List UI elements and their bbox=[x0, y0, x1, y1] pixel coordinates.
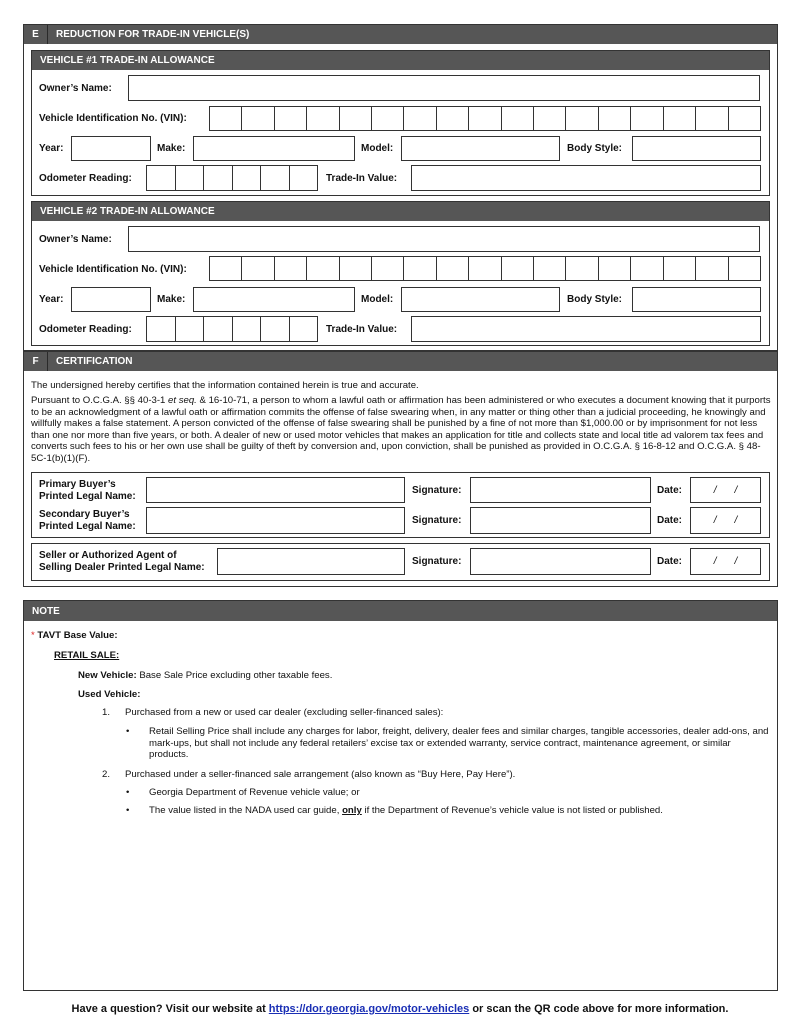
vin-cell[interactable] bbox=[404, 257, 436, 280]
note-item-2-text: Purchased under a seller-financed sale arrangement (also known as “Buy Here, Pay Here”). bbox=[125, 769, 516, 780]
vehicle-2-header: VEHICLE #2 TRADE-IN ALLOWANCE bbox=[32, 202, 769, 221]
vehicle-2-year-field[interactable] bbox=[71, 287, 151, 312]
odometer-cell[interactable] bbox=[233, 166, 262, 190]
vin-cell[interactable] bbox=[275, 257, 307, 280]
vin-cell[interactable] bbox=[372, 107, 404, 130]
note-item-2-bullet-2: The value listed in the NADA used car guide, only if the Department of Revenue’s vehicle value is not listed or published. bbox=[149, 805, 663, 816]
vehicle-1-header: VEHICLE #1 TRADE-IN ALLOWANCE bbox=[32, 51, 769, 70]
vin-cell[interactable] bbox=[340, 107, 372, 130]
primary-buyer-date-field[interactable]: / / bbox=[690, 477, 761, 503]
vehicle-2-odometer-field[interactable] bbox=[146, 316, 318, 342]
vin-cell[interactable] bbox=[664, 107, 696, 130]
footer-help-text: Have a question? Visit our website at https://dor.georgia.gov/motor-vehicles or scan the QR code above for more information. bbox=[71, 1003, 729, 1015]
vin-cell[interactable] bbox=[566, 107, 598, 130]
vehicle-1-body-style-field[interactable] bbox=[632, 136, 761, 161]
bullet-icon: • bbox=[126, 726, 130, 737]
vin-cell[interactable] bbox=[242, 257, 274, 280]
vehicle-1-make-label: Make: bbox=[157, 143, 186, 154]
vin-cell[interactable] bbox=[307, 107, 339, 130]
note-item-1-text: Purchased from a new or used car dealer (excluding seller-financed sales): bbox=[125, 707, 444, 718]
vin-cell[interactable] bbox=[275, 107, 307, 130]
vin-cell[interactable] bbox=[631, 107, 663, 130]
used-vehicle-heading: Used Vehicle: bbox=[78, 689, 141, 700]
vehicle-1-vin-field[interactable] bbox=[209, 106, 761, 131]
vin-cell[interactable] bbox=[566, 257, 598, 280]
note-title: NOTE bbox=[32, 605, 60, 617]
odometer-cell[interactable] bbox=[176, 317, 205, 341]
tavt-base-value-heading: * TAVT Base Value: bbox=[31, 630, 118, 641]
vin-cell[interactable] bbox=[437, 107, 469, 130]
vin-cell[interactable] bbox=[502, 107, 534, 130]
certification-legal-text: Pursuant to O.C.G.A. §§ 40-3-1 et seq. & 16-10-71, a person to whom a lawful oath or affirmation has been administered or who executes a document knowing that it purports to be an acknowledgment of a lawful oath or affirmation commits the offense of false swearing when, in any matter or thing other than a judicial proceeding, he knowingly and willfully makes a false statement. A person convicted of the offense of false swearing shall be punished by a fine of not more than $1,000.00 or by imprisonment for not less than one nor more than five years, or both. A dealer of new or used motor vehicles that makes an application for title and collects state and local title ad valorem tax fees and converts such fees to his or her own use shall be guilty of theft by conversion and, upon conviction, shall be punished as provided in O.C.G.A. § 16-8-12 and O.C.G.A. § 48-5C-1(b)(1)(F). bbox=[31, 395, 771, 464]
secondary-buyer-signature-label: Signature: bbox=[412, 515, 462, 526]
vehicle-2-owner-label: Owner’s Name: bbox=[39, 234, 112, 245]
odometer-cell[interactable] bbox=[204, 317, 233, 341]
new-vehicle-line: New Vehicle: Base Sale Price excluding other taxable fees. bbox=[78, 670, 333, 681]
retail-sale-heading: RETAIL SALE: bbox=[54, 650, 120, 661]
certification-statement: The undersigned hereby certifies that the information contained herein is true and accurate. bbox=[31, 380, 419, 391]
vehicle-2-vin-label: Vehicle Identification No. (VIN): bbox=[39, 264, 187, 275]
bullet-icon: • bbox=[126, 805, 130, 816]
vehicle-2-odometer-label: Odometer Reading: bbox=[39, 324, 132, 335]
secondary-buyer-date-field[interactable]: / / bbox=[690, 507, 761, 534]
seller-agent-label: Seller or Authorized Agent of Selling Dealer Printed Legal Name: bbox=[39, 550, 205, 573]
vehicle-1-vin-label: Vehicle Identification No. (VIN): bbox=[39, 113, 187, 124]
vehicle-1-year-field[interactable] bbox=[71, 136, 151, 161]
primary-buyer-name-field[interactable] bbox=[146, 477, 405, 503]
section-f-title: CERTIFICATION bbox=[56, 356, 133, 367]
vin-cell[interactable] bbox=[696, 107, 728, 130]
vehicle-1-odometer-label: Odometer Reading: bbox=[39, 173, 132, 184]
odometer-cell[interactable] bbox=[233, 317, 262, 341]
seller-agent-name-field[interactable] bbox=[217, 548, 405, 575]
vin-cell[interactable] bbox=[729, 107, 761, 130]
vin-cell[interactable] bbox=[696, 257, 728, 280]
note-header bbox=[24, 601, 777, 621]
website-link[interactable]: https://dor.georgia.gov/motor-vehicles bbox=[268, 1003, 470, 1015]
secondary-buyer-label: Secondary Buyer’s Printed Legal Name: bbox=[39, 509, 136, 532]
vehicle-1-model-field[interactable] bbox=[401, 136, 560, 161]
seller-agent-date-label: Date: bbox=[657, 556, 683, 567]
secondary-buyer-name-field[interactable] bbox=[146, 507, 405, 534]
odometer-cell[interactable] bbox=[204, 166, 233, 190]
section-e-letter: E bbox=[24, 25, 48, 44]
vehicle-2-body-style-label: Body Style: bbox=[567, 294, 623, 305]
vin-cell[interactable] bbox=[502, 257, 534, 280]
vin-cell[interactable] bbox=[210, 257, 242, 280]
vehicle-2-model-label: Model: bbox=[361, 294, 394, 305]
vehicle-1-body-style-label: Body Style: bbox=[567, 143, 623, 154]
vehicle-2-owner-field[interactable] bbox=[128, 226, 760, 252]
section-f-header bbox=[24, 352, 777, 371]
vin-cell[interactable] bbox=[469, 107, 501, 130]
note-item-1-bullet-1: Retail Selling Price shall include any charges for labor, freight, delivery, dealer fees and similar charges, tangible accessories, dealer add-ons, and mark-ups, but shall not include any federal retailers’ excise tax or extended warranty, service contract, maintenance agreement, or similar products. bbox=[149, 726, 769, 761]
odometer-cell[interactable] bbox=[290, 317, 319, 341]
vehicle-1-model-label: Model: bbox=[361, 143, 394, 154]
vin-cell[interactable] bbox=[664, 257, 696, 280]
bullet-icon: • bbox=[126, 787, 130, 798]
primary-buyer-signature-field[interactable] bbox=[470, 477, 651, 503]
secondary-buyer-date-label: Date: bbox=[657, 515, 683, 526]
primary-buyer-date-label: Date: bbox=[657, 485, 683, 496]
primary-buyer-signature-label: Signature: bbox=[412, 485, 462, 496]
seller-agent-signature-label: Signature: bbox=[412, 556, 462, 567]
odometer-cell[interactable] bbox=[176, 166, 205, 190]
secondary-buyer-signature-field[interactable] bbox=[470, 507, 651, 534]
seller-agent-date-field[interactable]: / / bbox=[690, 548, 761, 575]
vin-cell[interactable] bbox=[534, 257, 566, 280]
vin-cell[interactable] bbox=[437, 257, 469, 280]
note-item-1-number: 1. bbox=[102, 707, 111, 718]
odometer-cell[interactable] bbox=[261, 166, 290, 190]
vin-cell[interactable] bbox=[631, 257, 663, 280]
vehicle-1-trade-in-label: Trade-In Value: bbox=[326, 173, 398, 184]
vehicle-2-body-style-field[interactable] bbox=[632, 287, 761, 312]
vin-cell[interactable] bbox=[307, 257, 339, 280]
vin-cell[interactable] bbox=[340, 257, 372, 280]
odometer-cell[interactable] bbox=[147, 317, 176, 341]
vehicle-1-owner-label: Owner’s Name: bbox=[39, 83, 112, 94]
section-e-header bbox=[24, 25, 777, 44]
vehicle-2-trade-in-label: Trade-In Value: bbox=[326, 324, 398, 335]
vin-cell[interactable] bbox=[534, 107, 566, 130]
vehicle-1-trade-in-field[interactable] bbox=[411, 165, 761, 191]
vin-cell[interactable] bbox=[404, 107, 436, 130]
primary-buyer-label: Primary Buyer’s Printed Legal Name: bbox=[39, 479, 136, 502]
vin-cell[interactable] bbox=[242, 107, 274, 130]
note-item-2-bullet-1: Georgia Department of Revenue vehicle value; or bbox=[149, 787, 360, 798]
odometer-cell[interactable] bbox=[261, 317, 290, 341]
asterisk-icon: * bbox=[31, 630, 35, 641]
vehicle-2-make-label: Make: bbox=[157, 294, 186, 305]
section-e-title: REDUCTION FOR TRADE-IN VEHICLE(S) bbox=[56, 29, 250, 40]
vin-cell[interactable] bbox=[729, 257, 761, 280]
note-section bbox=[23, 600, 778, 991]
vehicle-1-owner-field[interactable] bbox=[128, 75, 760, 101]
odometer-cell[interactable] bbox=[147, 166, 176, 190]
vin-cell[interactable] bbox=[599, 257, 631, 280]
vehicle-2-model-field[interactable] bbox=[401, 287, 560, 312]
vehicle-1-odometer-field[interactable] bbox=[146, 165, 318, 191]
vin-cell[interactable] bbox=[599, 107, 631, 130]
seller-agent-signature-field[interactable] bbox=[470, 548, 651, 575]
vin-cell[interactable] bbox=[469, 257, 501, 280]
vin-cell[interactable] bbox=[210, 107, 242, 130]
vehicle-2-trade-in-field[interactable] bbox=[411, 316, 761, 342]
vin-cell[interactable] bbox=[372, 257, 404, 280]
vehicle-1-year-label: Year: bbox=[39, 143, 64, 154]
vehicle-2-year-label: Year: bbox=[39, 294, 64, 305]
vehicle-2-make-field[interactable] bbox=[193, 287, 355, 312]
note-item-2-number: 2. bbox=[102, 769, 111, 780]
section-f-letter: F bbox=[24, 352, 48, 371]
vehicle-2-vin-field[interactable] bbox=[209, 256, 761, 281]
vehicle-1-make-field[interactable] bbox=[193, 136, 355, 161]
odometer-cell[interactable] bbox=[290, 166, 319, 190]
